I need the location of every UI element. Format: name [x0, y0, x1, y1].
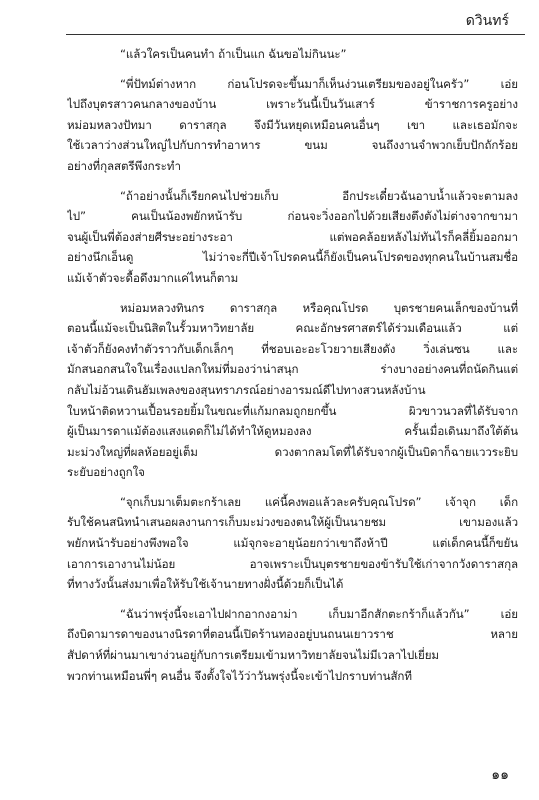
paragraph: [67, 74, 518, 177]
page-body: [67, 44, 518, 686]
text-line: “ถ้าอย่างนั้นก็เรียกคนไปช่วยเก็บ อีกประเดี๋ยวฉันอาบน้ำแล้วจะตามลง: [120, 188, 518, 203]
text-line: ไป” คนเป็นน้องพยักหน้ารับ ก่อนจะวิ่งออกไปด้วยเสียงตึงตังไม่ต่างจากขามา: [67, 209, 518, 224]
running-header: ดวินทร์: [465, 13, 509, 29]
text-line: แม้เจ้าตัวจะดื้อดึงมากแค่ไหนก็ตาม: [67, 270, 239, 285]
text-line: “แล้วใครเป็นคนทำ ถ้าเป็นแก ฉันขอไม่กินนะ”: [120, 47, 347, 61]
text-line: หม่อมหลวงทินกร ดาราสกุล หรือคุณโปรด บุตรชายคนเล็กของบ้านที่: [120, 300, 518, 315]
text-line: เจ้าตัวก็ยังคงทำตัวราวกับเด็กเล็กๆ ที่ชอบเอะอะโวยวายเสียงดัง วิ่งเล่นซน และ: [67, 341, 518, 356]
text-line: ที่ทางวังนั้นส่งมาเพื่อให้รับใช้เจ้านายทางฝั่งนี้ด้วยก็เป็นได้: [67, 577, 344, 592]
text-line: ไปถึงบุตรสาวคนกลางของบ้าน เพราะวันนี้เป็นวันเสาร์ ข้าราชการครูอย่าง: [67, 97, 518, 112]
paragraph-gap: [67, 177, 518, 186]
paragraph-gap: [67, 483, 518, 492]
text-line: ผู้เป็นมารดาแม้ต้องแสงแดดก็ไม่ได้ทำให้ดูหมองลง ครั้นเมื่อเดินมาถึงใต้ต้น: [67, 424, 518, 439]
text-line: อย่างที่กุลสตรีพึงกระทำ: [67, 158, 181, 173]
text-line: “จุกเก็บมาเต็มตะกร้าเลย แค่นี้คงพอแล้วละครับคุณโปรด” เจ้าจุก เด็ก: [120, 494, 518, 509]
page-number: ๑๑: [491, 767, 509, 783]
text-line: “พี่ปัทม์ต่างหาก ก่อนโปรดจะขึ้นมาก็เห็นง่วนเตรียมของอยู่ในครัว” เอ่ย: [120, 76, 518, 91]
paragraph: [67, 298, 518, 483]
text-line: ตอนนี้แม้จะเป็นนิสิตในรั้วมหาวิทยาลัย คณะอักษรศาสตร์ได้ร่วมเดือนแล้ว แต่: [67, 321, 518, 336]
text-line: หม่อมหลวงปัทมา ดาราสกุล จึงมีวันหยุดเหมือนคนอื่นๆ เขา และเธอมักจะ: [67, 117, 518, 132]
text-line: มักสนอกสนใจในเรื่องแปลกใหม่ที่มองว่าน่าสนุก ร่างบางอย่างคนที่ถนัดกินแต่: [67, 362, 518, 377]
text-line: รับใช้คนสนิทนำเสนอผลงานการเก็บมะม่วงของตนให้ผู้เป็นนายชม เขามองแล้ว: [67, 515, 518, 530]
text-line: พยักหน้ารับอย่างพึงพอใจ แม้จุกจะอายุน้อยกว่าเขาถึงห้าปี แต่เด็กคนนี้ก็ขยัน: [67, 536, 518, 551]
paragraph: [67, 186, 518, 289]
text-line: สัปดาห์ที่ผ่านมาเขาง่วนอยู่กับการเตรียมเข้ามหาวิทยาลัยจนไม่มีเวลาไปเยี่ยม: [67, 648, 439, 663]
text-line: มะม่วงใหญ่ที่ผลห้อยอยู่เต็ม ดวงตากลมโตที่ได้รับจากผู้เป็นบิดาก็ฉายแววระยิบ: [67, 444, 518, 459]
paragraph-gap: [67, 289, 518, 298]
text-line: พวกท่านเหมือนพี่ๆ คนอื่น จึงตั้งใจไว้ว่าวันพรุ่งนี้จะเข้าไปกราบท่านสักที: [67, 668, 412, 683]
text-line: ใบหน้าติดหวานเปื้อนรอยยิ้มในขณะที่แก้มกลมถูกยกขึ้น ผิวขาวนวลที่ได้รับจาก: [67, 403, 518, 418]
text-line: ใช้เวลาว่างส่วนใหญ่ไปกับการทำอาหาร ขนม จนถึงงานจำพวกเย็บปักถักร้อย: [67, 138, 518, 153]
paragraph-gap: [67, 595, 518, 604]
text-line: ระยับอย่างถูกใจ: [67, 465, 145, 480]
text-line: กลับไม่อ้วนเดินฮัมเพลงของสุนทราภรณ์อย่างอารมณ์ดีไปทางสวนหลังบ้าน: [67, 382, 426, 397]
text-line: จนผู้เป็นพี่ต้องส่ายศีรษะอย่างระอา แต่พอคล้อยหลังไม่ทันไรก็คลี่ยิ้มออกมา: [67, 229, 518, 244]
text-line: เอาการเอางานไม่น้อย อาจเพราะเป็นบุตรชายของข้ารับใช้เก่าจากวังดาราสกุล: [67, 556, 518, 571]
text-line: อย่างนึกเอ็นดู ไม่ว่าจะกี่ปีเจ้าโปรดคนนี้ก็ยังเป็นคนโปรดของทุกคนในบ้านสมชื่อ: [67, 250, 518, 265]
paragraph: [67, 604, 518, 686]
text-line: ถึงบิดามารดาของนางนิรดาที่ตอนนี้เปิดร้านทองอยู่บนถนนเยาวราช หลาย: [67, 627, 518, 642]
header-rule: [66, 34, 525, 35]
paragraph: [67, 492, 518, 595]
text-line: “ฉันว่าพรุ่งนี้จะเอาไปฝากอากงอาม่า เก็บมาอีกสักตะกร้าก็แล้วกัน” เอ่ย: [120, 606, 518, 621]
paragraph-gap: [67, 65, 518, 74]
paragraph: [67, 44, 518, 65]
